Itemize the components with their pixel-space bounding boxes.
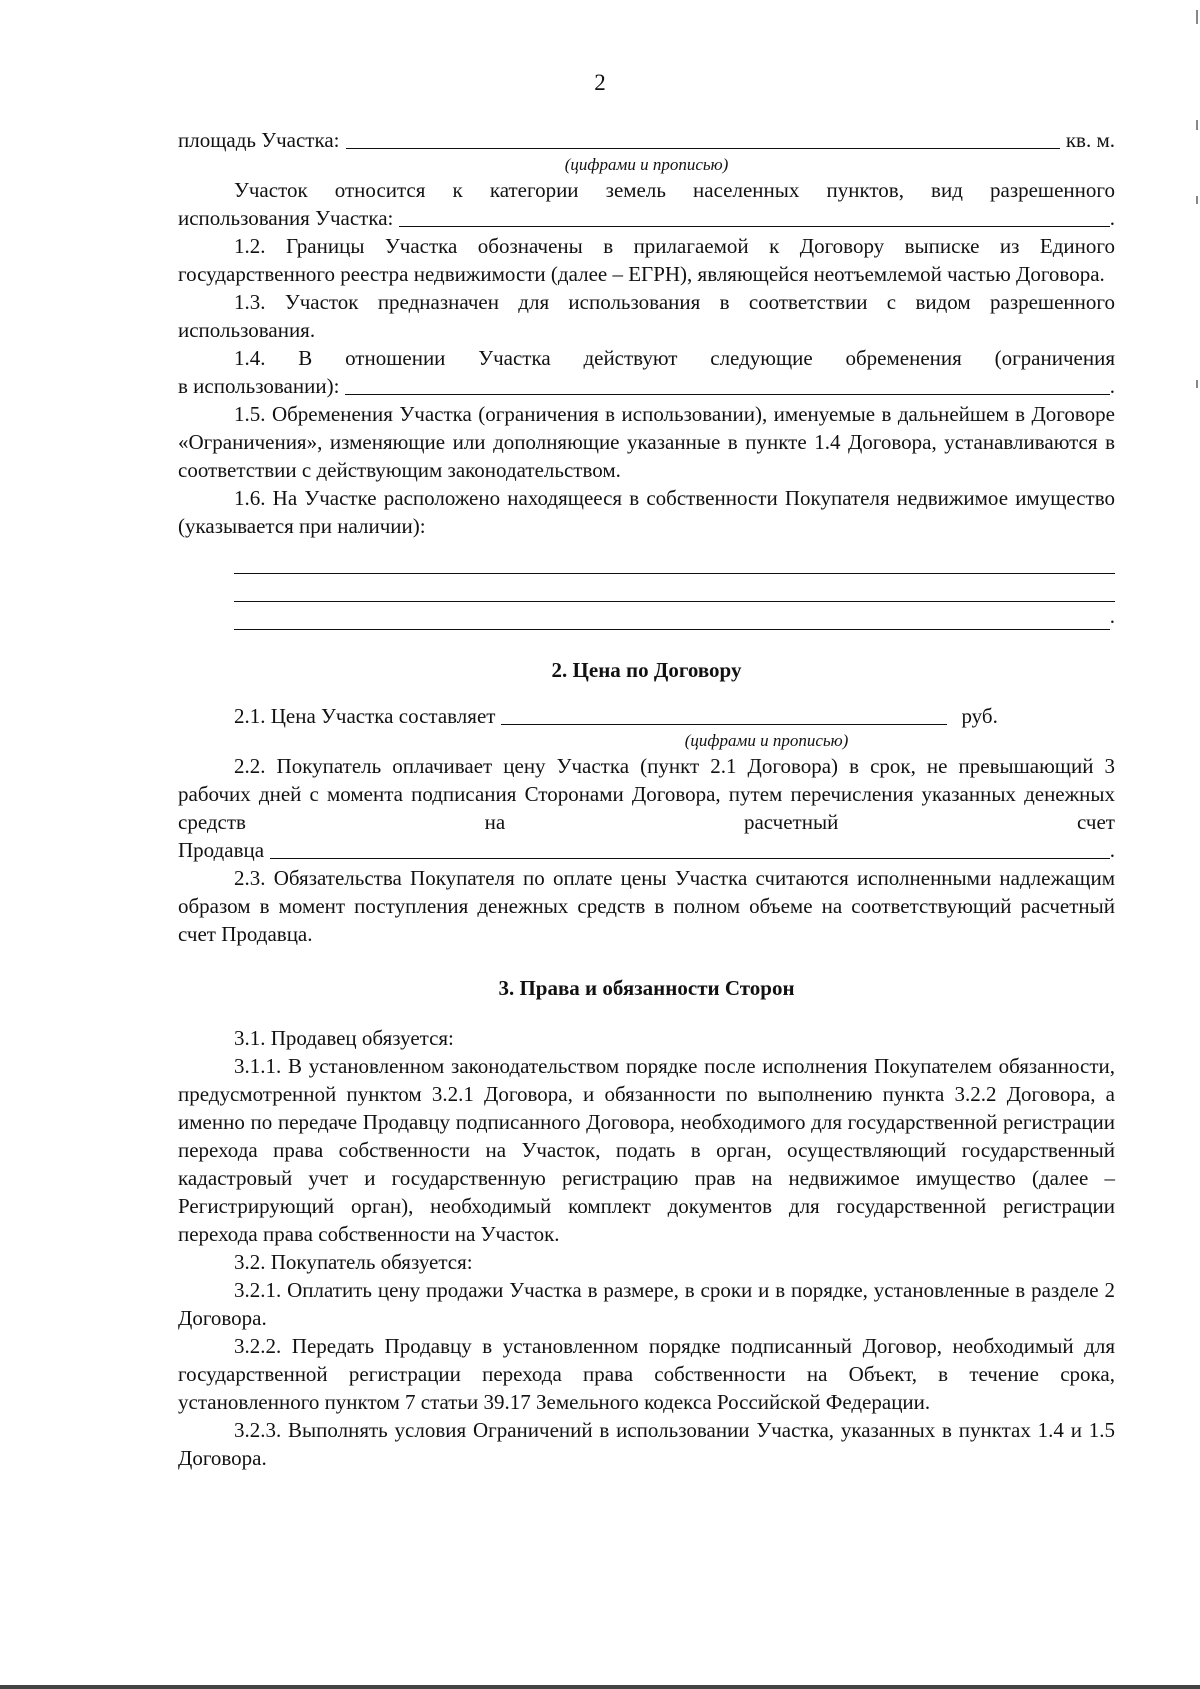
section-2-title: 2. Цена по Договору: [551, 658, 742, 682]
paragraph-3-2-1: 3.2.1. Оплатить цену продажи Участка в размере, в сроки и в порядке, установленные в разделе 2 Договора.: [178, 1278, 1115, 1330]
paragraph-3-2-3: 3.2.3. Выполнять условия Ограничений в использовании Участка, указанных в пунктах 1.4 и 1.5 Договора.: [178, 1418, 1115, 1470]
scan-mark: [1196, 120, 1198, 130]
paragraph-2-2-row: Продавца .: [178, 838, 1115, 862]
area-label: площадь Участка:: [178, 128, 340, 152]
area-row: [178, 126, 1115, 154]
area-unit: кв. м.: [1065, 128, 1115, 152]
category-blank: [399, 207, 1109, 227]
price-row: [178, 702, 1115, 730]
paragraph-2-2: 2.2. Покупатель оплачивает цену Участка (пункт 2.1 Договора) в срок, не превышающий 3 рабочих дней с момента подписания Сторонами Договора, путем перечисления указанных денежных средств на расчетный счет: [178, 754, 1115, 834]
paragraph-1-6: 1.6. На Участке расположено находящееся в собственности Покупателя недвижимое имущество (указывается при наличии):: [178, 486, 1115, 538]
account-blank: [270, 839, 1110, 859]
price-hint: (цифрами и прописью): [684, 731, 849, 750]
page-number: 2: [594, 70, 606, 95]
paragraph-1-4-row: в использовании): .: [178, 374, 1115, 398]
price-unit: руб.: [961, 704, 998, 728]
price-label: 2.1. Цена Участка составляет: [234, 704, 496, 728]
paragraph-3-1-1: 3.1.1. В установленном законодательством порядке после исполнения Покупателем обязанности, предусмотренной пунктом 3.2.1 Договора, и обязанности по выполнению пункта 3.2.2 Договора, а именно по передаче Продавцу подписанного Договора, необходимого для государственной регистрации перехода права собственности на Участок, подать в орган, осуществляющий государственный кадастровый учет и государственную регистрацию прав на недвижимое имущество (далее – Регистрирующий орган), необходимый комплект документов для государственной регистрации перехода права собственности на Участок.: [178, 1054, 1115, 1246]
paragraph-1-5: 1.5. Обременения Участка (ограничения в использовании), именуемые в дальнейшем в Договоре «Ограничения», изменяющие или дополняющие указанные в пункте 1.4 Договора, устанавливаются в соответствии с действующим законодательством.: [178, 402, 1115, 482]
paragraph-3-2-2: 3.2.2. Передать Продавцу в установленном порядке подписанный Договор, необходимый для государственной регистрации перехода права собственности на Объект, в течение срока, установленного пунктом 7 статьи 39.17 Земельного кодекса Российской Федерации.: [178, 1334, 1115, 1414]
paragraph-1-3: 1.3. Участок предназначен для использования в соответствии с видом разрешенного использования.: [178, 290, 1115, 342]
property-blank-line: [234, 546, 1115, 574]
scan-mark: [1196, 380, 1198, 388]
property-blank-line: [234, 602, 1110, 630]
property-blank-lines: .: [234, 546, 1115, 630]
seller-label: Продавца: [178, 838, 265, 862]
category-label: использования Участка:: [178, 206, 394, 230]
document-body: [178, 126, 1115, 1472]
paragraph-1-4-label: в использовании):: [178, 374, 340, 398]
paragraph-3-2: 3.2. Покупатель обязуется:: [234, 1250, 473, 1274]
scan-mark: [1196, 10, 1198, 24]
paragraph-1-2: 1.2. Границы Участка обозначены в прилагаемой к Договору выписке из Единого государственного реестра недвижимости (далее – ЕГРН), являющейся неотъемлемой частью Договора.: [178, 234, 1115, 286]
category-row: использования Участка: .: [178, 206, 1115, 230]
price-blank: [501, 705, 947, 725]
scan-bottom-edge: [0, 1685, 1200, 1689]
category-text: Участок относится к категории земель населенных пунктов, вид разрешенного: [234, 178, 1115, 202]
area-blank: [346, 129, 1060, 149]
section-3-title: 3. Права и обязанности Сторон: [498, 976, 795, 1000]
area-hint: (цифрами и прописью): [564, 155, 729, 174]
property-blank-line: [234, 574, 1115, 602]
scan-mark: [1196, 196, 1198, 204]
paragraph-3-1: 3.1. Продавец обязуется:: [234, 1026, 454, 1050]
paragraph-2-3: 2.3. Обязательства Покупателя по оплате цены Участка считаются исполненными надлежащим образом в момент поступления денежных средств в полном объеме на соответствующий расчетный счет Продавца.: [178, 866, 1115, 946]
paragraph-1-4-text: 1.4. В отношении Участка действуют следующие обременения (ограничения: [234, 346, 1115, 370]
restrictions-blank: [345, 375, 1109, 395]
